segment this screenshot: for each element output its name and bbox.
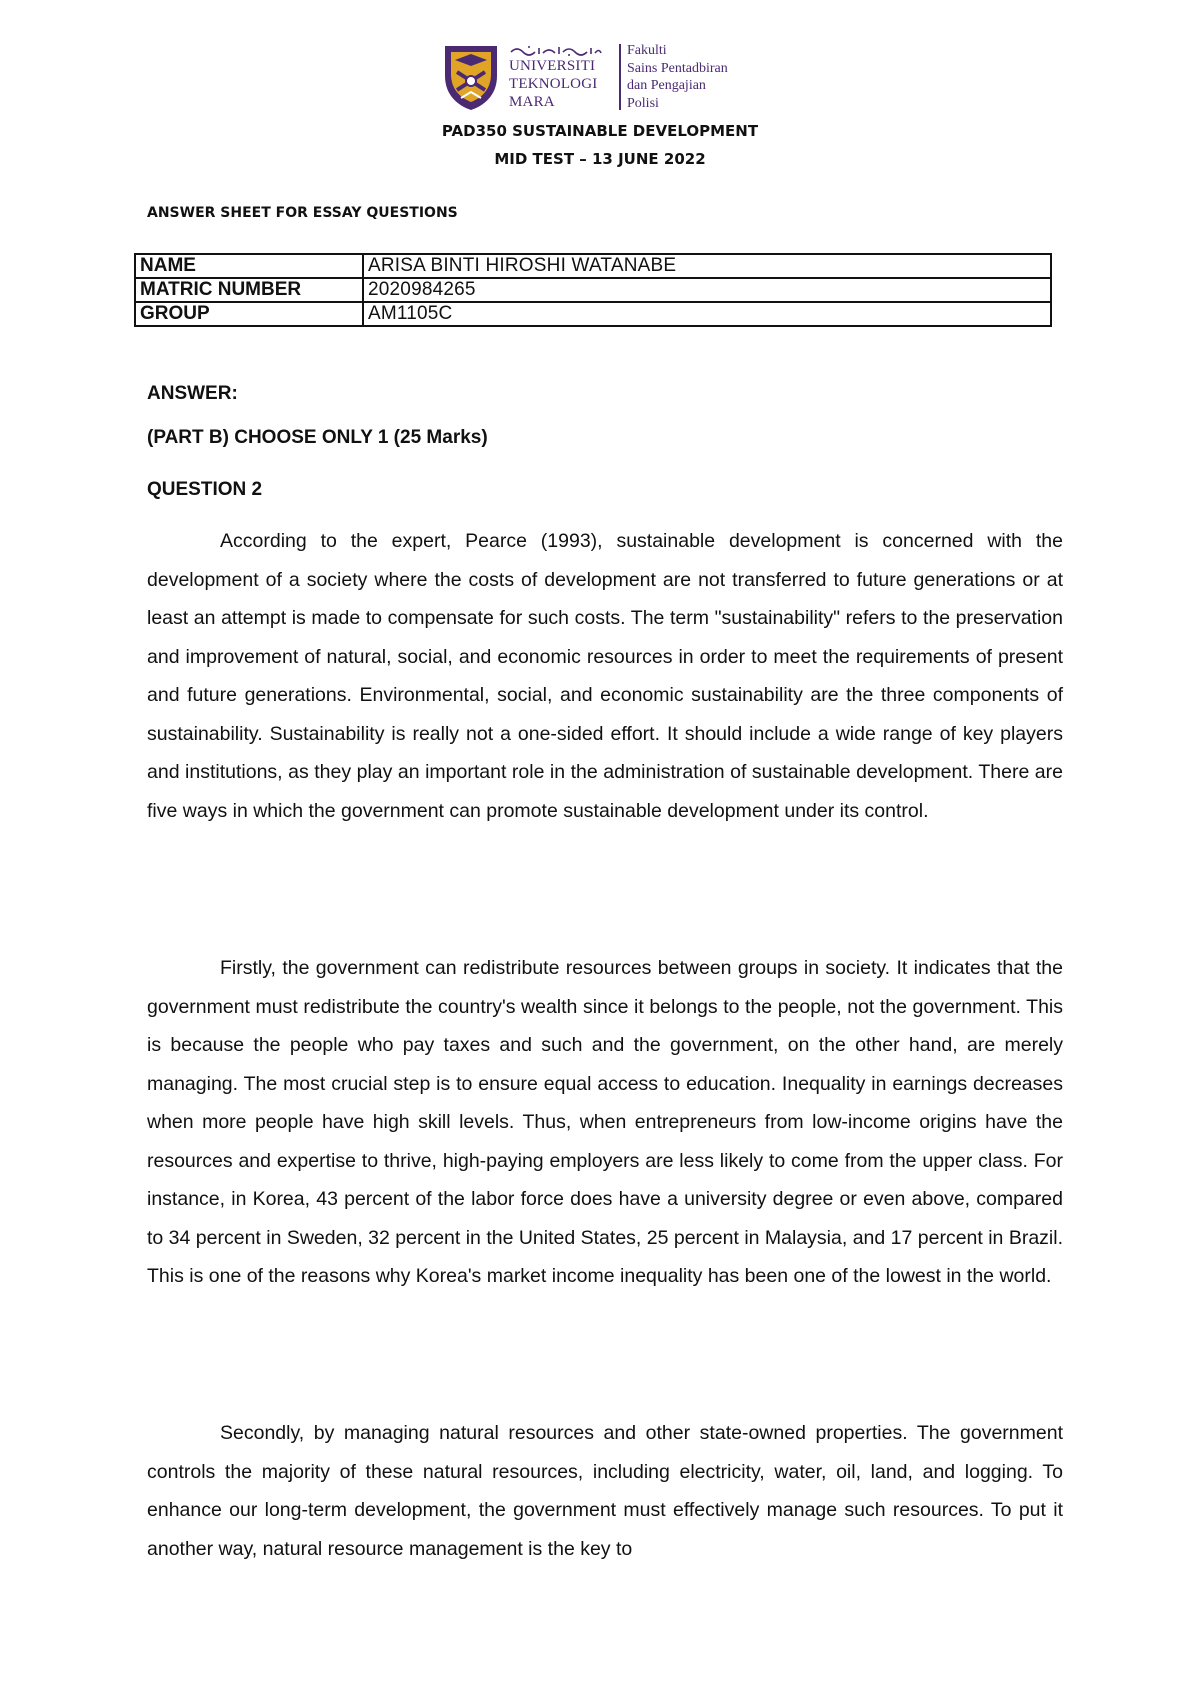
group-value: AM1105C bbox=[363, 302, 1051, 326]
matric-number-label: MATRIC NUMBER bbox=[135, 278, 363, 302]
faculty-line: Sains Pentadbiran bbox=[627, 60, 728, 76]
table-row bbox=[135, 254, 1051, 278]
table-row bbox=[135, 302, 1051, 326]
student-info-table bbox=[134, 253, 1052, 327]
logo-divider bbox=[619, 44, 621, 110]
university-name bbox=[509, 57, 597, 111]
faculty-line: dan Pengajian bbox=[627, 78, 706, 93]
sheet-title: ANSWER SHEET FOR ESSAY QUESTIONS bbox=[147, 205, 458, 221]
uitm-crest-icon bbox=[441, 42, 501, 112]
jawi-script-text bbox=[509, 44, 603, 56]
name-value: ARISA BINTI HIROSHI WATANABE bbox=[363, 254, 1051, 278]
university-line: UNIVERSITI bbox=[509, 58, 596, 74]
test-title: MID TEST – 13 JUNE 2022 bbox=[494, 150, 706, 168]
course-title: PAD350 SUSTAINABLE DEVELOPMENT bbox=[441, 122, 759, 140]
essay-paragraph-firstly: Firstly, the government can redistribute resources between groups in society. It indicates that the government must redistribute the country's wealth since it belongs to the people, not the government. This is because the people who pay taxes and such and the government, on the other hand, are merely managing. The most crucial step is to ensure equal access to education. Inequality in earnings decreases when more people have high skill levels. Thus, when entrepreneurs from low-income origins have the resources and expertise to thrive, high-paying employers are less likely to come from the upper class. For instance, in Korea, 43 percent of the labor force does have a university degree or even above, compared to 34 percent in Sweden, 32 percent in the United States, 25 percent in Malaysia, and 17 percent in Brazil. This is one of the reasons why Korea's market income inequality has been one of the lowest in the world. bbox=[147, 957, 1063, 1287]
university-line: MARA bbox=[509, 94, 555, 110]
part-heading: (PART B) CHOOSE ONLY 1 (25 Marks) bbox=[147, 427, 488, 448]
matric-number-value: 2020984265 bbox=[363, 278, 1051, 302]
faculty-line: Polisi bbox=[627, 95, 659, 111]
name-label: NAME bbox=[135, 254, 363, 278]
university-line: TEKNOLOGI bbox=[509, 76, 598, 92]
essay-paragraph-secondly: Secondly, by managing natural resources and other state-owned properties. The government controls the majority of these natural resources, including electricity, water, oil, land, and logging. To enhance our long-term development, the government must effectively manage such resources. To put it another way, natural resource management is the key to bbox=[147, 1422, 1063, 1560]
answer-heading: ANSWER: bbox=[147, 383, 238, 404]
faculty-name bbox=[627, 42, 728, 112]
uitm-logo bbox=[441, 42, 771, 114]
essay-paragraph-intro: According to the expert, Pearce (1993), sustainable development is concerned with the development of a society where the costs of development are not transferred to future generations or at least an attempt is made to compensate for such costs. The term "sustainability" refers to the preservation and improvement of natural, social, and economic resources in order to meet the requirements of present and future generations. Environmental, social, and economic sustainability are the three components of sustainability. Sustainability is really not a one-sided effort. It should include a wide range of key players and institutions, as they play an important role in the administration of sustainable development. There are five ways in which the government can promote sustainable development under its control. bbox=[147, 530, 1063, 822]
group-label: GROUP bbox=[135, 302, 363, 326]
question-heading: QUESTION 2 bbox=[147, 479, 263, 500]
faculty-line: Fakulti bbox=[627, 43, 667, 58]
table-row bbox=[135, 278, 1051, 302]
